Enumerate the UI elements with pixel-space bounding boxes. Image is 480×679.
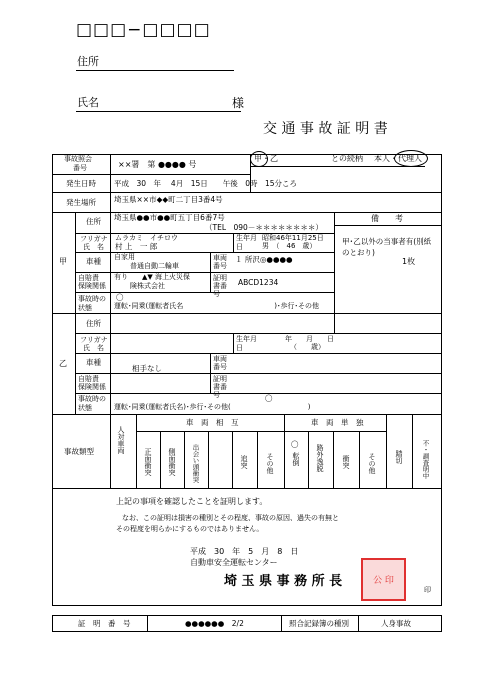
type-pedestrian: 人対車両 (117, 426, 126, 454)
group-vehicle-mutual: 車 両 相 互 (186, 418, 239, 427)
party-a-birth: 昭和46年11月25日 (262, 234, 324, 242)
name-line (76, 111, 241, 112)
cert-no-label: 証 明 番 号 (78, 619, 131, 628)
party-b-mark: 乙 (59, 359, 67, 368)
honorific: 様 (232, 96, 245, 110)
party-a-plate: １ 所沢◎●●●● (235, 255, 293, 264)
party-a-kana: ムラカミ イチロウ (115, 234, 178, 242)
inquiry-value: ××署 第 ●●●● 号 (118, 160, 197, 169)
group-vehicle-single: 車 両 単 独 (311, 418, 364, 427)
party-a-sex-age: 男 （ 46 歳） (262, 242, 317, 250)
party-b-cert-label: 証明書番号 (213, 375, 227, 399)
party-a-vehicle-2: 普通自動二輪車 (130, 262, 179, 270)
party-a-cert: ABCD1234 (238, 278, 279, 287)
type-other-single: その他 (368, 453, 377, 474)
party-b-kana-label: フリガナ (80, 336, 108, 344)
cert-no-value: ●●●●●● 2/2 (185, 619, 244, 628)
place-label: 発生場所 (66, 198, 96, 207)
party-a-name: 村 上 一 郎 (115, 242, 158, 251)
party-a-vehicle-1: 自家用 (114, 253, 135, 261)
party-b-state: 運転･同乗(運転者氏名)･歩行･その他( ) (114, 403, 311, 411)
type-railroad: 踏切 (395, 450, 404, 464)
certification-note-2: その程度を明らかにするものではありません。 (116, 525, 264, 533)
ledger-label: 照合記録簿の種別 (289, 619, 349, 628)
party-a-address-value: 埼玉県●●市●●町五丁目6番7号 (114, 213, 225, 222)
selected-type-mark: 〇 (291, 440, 299, 449)
official-seal-stamp: 公 印 (361, 558, 406, 601)
certification-date: 平成 30 年 5 月 8 日 (190, 547, 299, 556)
party-a-tel: （TEL 090－＊＊＊＊＊＊＊＊） (205, 223, 323, 232)
sheet-count: 1枚 (402, 257, 416, 266)
party-a-name-label: 氏 名 (83, 243, 104, 251)
party-b-state-mark: 〇 (265, 394, 273, 403)
date-value: 平成 30 年 4月 15日 午後 0時 15分ころ (114, 179, 298, 188)
place-value: 埼玉県××市◆◆町二丁目3番4号 (114, 195, 223, 204)
type-rear-end: 追突 (240, 455, 249, 469)
party-b-vehicle-label: 車種 (86, 358, 101, 367)
inquiry-label-2: 番号 (73, 164, 87, 172)
postal-code: □□□−□□□□ (76, 20, 211, 40)
party-a-insurance-1: 有り ▲▼ 海上火災保 (114, 273, 190, 281)
certification-note-1: なお、この証明は損害の種別とその程度、事故の原因、過失の有無と (122, 514, 339, 522)
party-b-state-label: 事故時の状態 (78, 395, 106, 412)
type-unknown: 不・調査明中 (421, 440, 430, 479)
party-a-kana-label: フリガナ (80, 235, 108, 243)
party-b-age: （ 歳） (290, 343, 325, 351)
party-b-name-label: 氏 名 (83, 344, 104, 352)
type-overturn: 転倒 (292, 452, 301, 466)
type-side: 側面衝突 (168, 448, 177, 476)
seal-mark: 印 (424, 586, 431, 594)
name-label: 氏名 (77, 96, 99, 109)
certification-statement: 上記の事項を確認したことを証明します。 (116, 497, 268, 506)
party-b-vehicle: 相手なし (132, 364, 162, 373)
party-a-address-label: 住所 (86, 217, 101, 226)
party-b-birth: 年 月 日 (285, 335, 334, 343)
ledger-value: 人身事故 (381, 619, 411, 628)
party-a-birth-label: 生年月日 (236, 234, 257, 251)
relation-label: との続柄 (331, 154, 363, 163)
party-b-address-label: 住所 (86, 319, 101, 328)
address-line (76, 70, 234, 71)
party-b-plate-label: 車両番号 (213, 355, 227, 371)
type-collision: 衝突 (342, 455, 351, 469)
remarks-label: 備 考 (371, 214, 403, 223)
party-a-state-label: 事故時の状態 (78, 295, 106, 312)
party-a-insurance-label-1: 自賠責 (78, 274, 99, 282)
party-a-cert-label: 証明書番号 (213, 274, 227, 298)
party-b-birth-label: 生年月日 (236, 335, 257, 352)
party-a-mark: 甲 (59, 257, 67, 266)
party-b-insurance-label-1: 自賠責 (78, 375, 99, 383)
document-title: 交 通 事 故 証 明 書 (263, 121, 388, 137)
remarks-value: 甲･乙以外の当事者有(別紙のとおり) (342, 237, 432, 257)
type-head-on: 正面衝突 (144, 448, 153, 476)
type-off-road: 路外逸脱 (316, 444, 325, 472)
party-b-insurance-label-2: 保険関係 (78, 383, 106, 391)
inquiry-label-1: 事故照会 (64, 155, 92, 163)
party-a-insurance-label-2: 保険関係 (78, 282, 106, 290)
certification-office: 埼 玉 県 事 務 所 長 (224, 574, 343, 589)
type-other-mutual: その他 (266, 453, 275, 474)
party-a-state-mark: 〇 (116, 293, 124, 302)
address-label: 住所 (77, 55, 99, 68)
type-crossing: 出会い頭衝突 (191, 444, 200, 483)
certification-issuer: 自動車安全運転センター (190, 558, 278, 567)
party-a-insurance-2: 険株式会社 (130, 282, 165, 290)
party-a-state: 運転･同乗(運転者氏名 )･歩行･その他 (114, 302, 319, 310)
accident-type-label: 事故類型 (64, 447, 94, 456)
party-options: 甲・乙 (254, 154, 278, 163)
party-a-plate-label: 車両番号 (213, 254, 227, 270)
date-label: 発生日時 (66, 179, 96, 188)
party-a-vehicle-label: 車種 (86, 257, 101, 266)
person-options: 本人・代理人 (374, 154, 422, 163)
